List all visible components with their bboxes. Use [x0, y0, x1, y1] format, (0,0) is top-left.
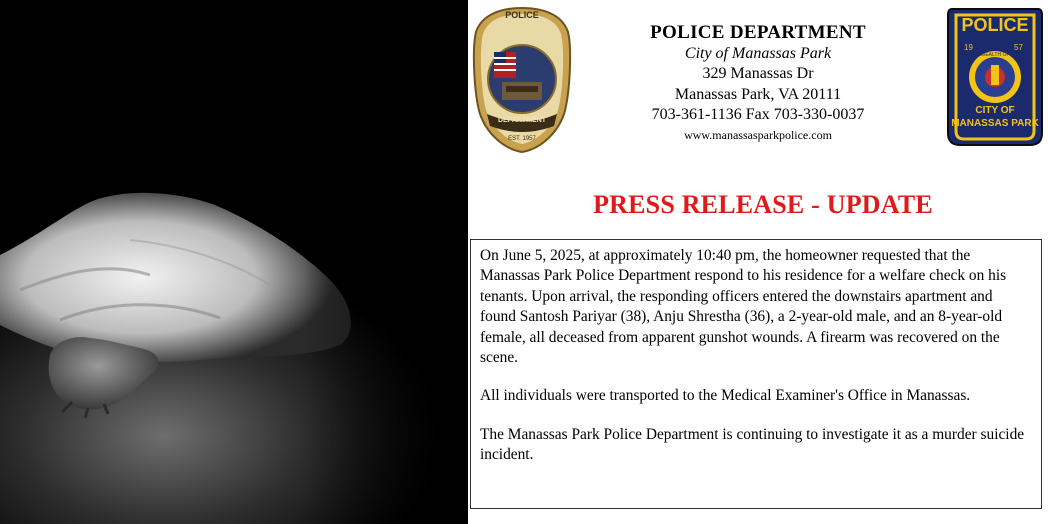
sheet-covered-body-image — [0, 0, 468, 524]
seal-est-text: EST. 1957 — [508, 136, 536, 142]
city-name: City of Manassas Park — [684, 45, 832, 62]
news-photo — [0, 0, 468, 524]
paragraph-3: The Manassas Park Police Department is continuing to investigate it as a murder suicide incident. — [480, 425, 1025, 464]
address-line-2: Manassas Park, VA 20111 — [674, 85, 842, 103]
paragraph-1: On June 5, 2025, at approximately 10:40 pm, the homeowner requested that the Manassas Park Police Department respond to his residence for a welfare check on his tenants. Upon arrival, the responding officers entered the downstairs apartment and found Santosh Pariyar (38), Anju Shrestha (36), a 2-year-old male, and an 8-year-old female, all deceased from apparent gunshot wounds. A firearm was recovered on the scene. — [480, 247, 1007, 367]
patch-bottom-line-1: CITY OF — [975, 105, 1015, 116]
seal-banner-text: DEPARTMENT — [497, 117, 547, 124]
patch-ring-text: COMMONWEALTH OF VIRGINIA — [957, 52, 1033, 58]
website-text: www.manassasparkpolice.com — [684, 127, 832, 142]
department-title: POLICE DEPARTMENT — [650, 22, 866, 43]
paragraph-2: All individuals were transported to the Medical Examiner's Office in Manassas. — [480, 387, 971, 405]
police-badge-seal — [472, 4, 572, 154]
phone-fax: 703-361-1136 Fax 703-330-0037 — [651, 106, 865, 123]
address-line-1: 329 Manassas Dr — [702, 65, 814, 82]
department-letterhead — [578, 22, 938, 144]
press-release-title: PRESS RELEASE - UPDATE — [593, 190, 933, 219]
patch-year-right: 57 — [1014, 43, 1023, 52]
patch-year-left: 19 — [964, 43, 973, 52]
patch-top-text: POLICE — [961, 15, 1029, 35]
patch-bottom-line-2: MANASSAS PARK — [951, 118, 1039, 129]
city-police-patch — [946, 5, 1044, 148]
press-release-body — [470, 239, 1042, 509]
seal-top-text: POLICE — [505, 10, 539, 20]
press-release-panel — [468, 0, 1048, 524]
